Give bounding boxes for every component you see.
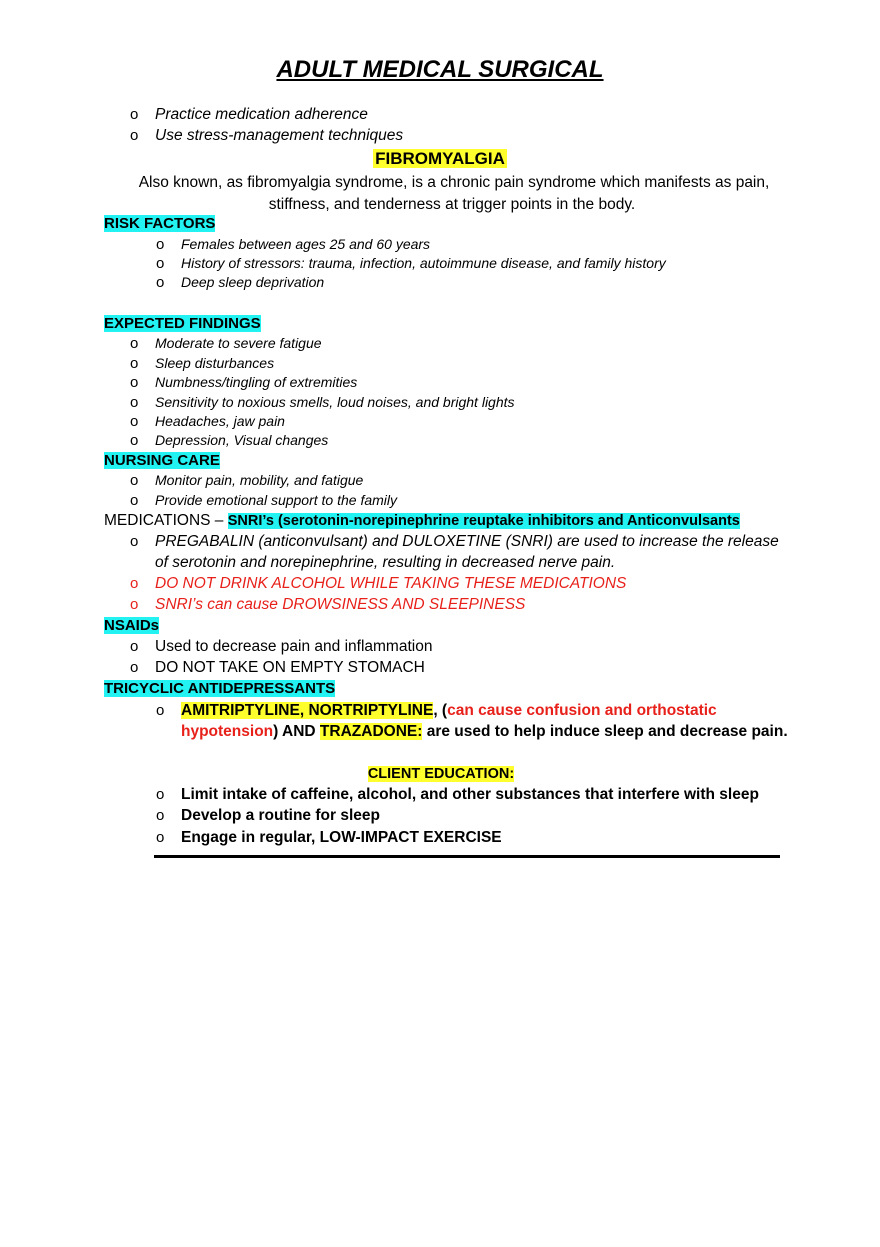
risk-factor-item: Females between ages 25 and 60 years xyxy=(181,236,431,252)
nsaids-heading: NSAIDs xyxy=(104,617,160,634)
nursing-care-item: Monitor pain, mobility, and fatigue xyxy=(155,472,364,488)
intro-item: Practice medication adherence xyxy=(155,106,368,123)
horizontal-rule xyxy=(154,855,780,858)
description-line: Also known, as fibromyalgia syndrome, is a chronic pain syndrome which manifests as pain, xyxy=(138,174,770,191)
bullet-icon: o xyxy=(156,236,165,253)
medications-line xyxy=(104,512,740,530)
bullet-icon: o xyxy=(130,127,139,144)
bullet-icon: o xyxy=(130,492,139,509)
bullet-icon: o xyxy=(156,829,165,846)
client-education-heading-wrap xyxy=(0,765,880,783)
finding-item: Numbness/tingling of extremities xyxy=(155,374,358,390)
tricyclic-heading-wrap xyxy=(104,680,335,698)
bullet-icon: o xyxy=(130,638,139,655)
description-line: stiffness, and tenderness at trigger points in the body. xyxy=(268,196,636,213)
bullet-icon: o xyxy=(130,355,139,372)
tricyclic-heading: TRICYCLIC ANTIDEPRESSANTS xyxy=(104,680,336,697)
tricyclic-item-line1 xyxy=(181,702,717,720)
bullet-icon: o xyxy=(156,786,165,803)
medications-highlight: SNRI’s (serotonin-norepinephrine reuptake inhibitors and Anticonvulsants xyxy=(227,513,740,529)
bullet-icon: o xyxy=(130,374,139,391)
nursing-care-heading: NURSING CARE xyxy=(104,452,220,469)
bullet-icon: o xyxy=(156,255,165,272)
bullet-icon: o xyxy=(130,335,139,352)
education-item: Develop a routine for sleep xyxy=(181,807,380,824)
bullet-icon: o xyxy=(130,533,139,550)
tricyclic-comma: , ( xyxy=(433,702,448,719)
client-education-heading: CLIENT EDUCATION: xyxy=(367,766,515,782)
bullet-icon: o xyxy=(130,596,139,613)
bullet-icon: o xyxy=(130,394,139,411)
intro-item: Use stress-management techniques xyxy=(155,127,404,144)
medication-item-line: of serotonin and norepinephrine, resulting in decreased nerve pain. xyxy=(155,554,616,571)
medications-prefix: MEDICATIONS – xyxy=(104,512,228,529)
expected-findings-heading-wrap xyxy=(104,315,261,333)
finding-item: Moderate to severe fatigue xyxy=(155,335,322,351)
finding-item: Sensitivity to noxious smells, loud noises, and bright lights xyxy=(155,394,515,410)
section-title-wrap xyxy=(0,149,880,169)
medication-warning: DO NOT DRINK ALCOHOL WHILE TAKING THESE MEDICATIONS xyxy=(155,575,627,592)
bullet-icon: o xyxy=(130,472,139,489)
page-title: ADULT MEDICAL SURGICAL xyxy=(276,56,604,83)
bullet-icon: o xyxy=(156,274,165,291)
finding-item: Depression, Visual changes xyxy=(155,432,329,448)
risk-factors-heading-wrap xyxy=(104,215,215,233)
nursing-care-heading-wrap xyxy=(104,452,220,470)
nursing-care-item: Provide emotional support to the family xyxy=(155,492,398,508)
bullet-icon: o xyxy=(130,432,139,449)
bullet-icon: o xyxy=(156,807,165,824)
tricyclic-and: ) AND xyxy=(273,723,320,740)
education-item: Engage in regular, LOW-IMPACT EXERCISE xyxy=(181,829,502,846)
nsaid-item: Used to decrease pain and inflammation xyxy=(155,638,433,655)
medication-item-line: PREGABALIN (anticonvulsant) and DULOXETINE (SNRI) are used to increase the release xyxy=(155,533,779,550)
nsaids-heading-wrap xyxy=(104,617,159,635)
tricyclic-item-line2 xyxy=(181,723,788,741)
risk-factor-item: History of stressors: trauma, infection, autoimmune disease, and family history xyxy=(181,255,666,271)
bullet-icon: o xyxy=(130,575,139,592)
medication-warning: SNRI’s can cause DROWSINESS AND SLEEPINESS xyxy=(155,596,526,613)
education-item: Limit intake of caffeine, alcohol, and other substances that interfere with sleep xyxy=(181,786,759,803)
section-title: FIBROMYALGIA xyxy=(375,149,505,168)
risk-factors-heading: RISK FACTORS xyxy=(104,215,216,232)
bullet-icon: o xyxy=(130,659,139,676)
finding-item: Headaches, jaw pain xyxy=(155,413,285,429)
bullet-icon: o xyxy=(130,413,139,430)
nsaid-item: DO NOT TAKE ON EMPTY STOMACH xyxy=(155,659,425,676)
bullet-icon: o xyxy=(156,702,165,719)
tricyclic-warning-a: can cause confusion and orthostatic xyxy=(447,702,717,719)
bullet-icon: o xyxy=(130,106,139,123)
finding-item: Sleep disturbances xyxy=(155,355,275,371)
tricyclic-drugs: AMITRIPTYLINE, NORTRIPTYLINE xyxy=(181,702,434,719)
tricyclic-warning-b: hypotension xyxy=(181,723,274,740)
tricyclic-trazadone: TRAZADONE: xyxy=(319,723,423,740)
risk-factor-item: Deep sleep deprivation xyxy=(181,274,325,290)
tricyclic-tail: are used to help induce sleep and decrease pain. xyxy=(422,723,788,740)
expected-findings-heading: EXPECTED FINDINGS xyxy=(104,315,261,332)
